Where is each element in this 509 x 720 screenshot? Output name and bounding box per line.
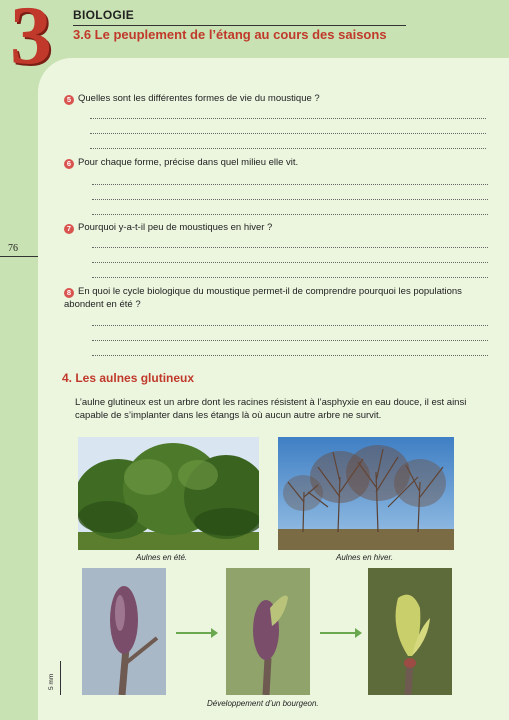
- bud-caption: Développement d’un bourgeon.: [207, 699, 319, 708]
- page-number-rule: [0, 256, 38, 257]
- question-text: Quelles sont les différentes formes de vie du moustique ?: [78, 93, 320, 104]
- chapter-title: 3.6 Le peuplement de l’étang au cours des saisons: [73, 27, 387, 42]
- alders-summer-photo: [78, 437, 259, 550]
- answer-line[interactable]: [92, 184, 488, 185]
- section-paragraph: L’aulne glutineux est un arbre dont les racines résistent à l’asphyxie en eau douce, il est ainsi capable de s’implanter dans les étangs là où aucun autre arbre ne survit.: [75, 397, 467, 421]
- bud-stage-1-photo: [82, 568, 166, 695]
- progress-arrow: [320, 632, 360, 634]
- answer-line[interactable]: [92, 247, 488, 248]
- alders-summer-illustration: [78, 437, 259, 550]
- question-5: [64, 92, 320, 105]
- subject-title: BIOLOGIE: [73, 8, 135, 22]
- question-number-badge: 7: [64, 224, 74, 234]
- question-number-badge: 6: [64, 159, 74, 169]
- section-title: 4. Les aulnes glutineux: [62, 371, 195, 385]
- header-rule: [73, 25, 406, 26]
- scale-label: 5 mm: [48, 673, 55, 690]
- progress-arrow: [176, 632, 216, 634]
- answer-line[interactable]: [90, 148, 486, 149]
- answer-line[interactable]: [92, 262, 488, 263]
- winter-caption: Aulnes en hiver.: [336, 553, 394, 562]
- alders-winter-illustration: [278, 437, 454, 550]
- answer-line[interactable]: [92, 199, 488, 200]
- question-number-badge: 5: [64, 95, 74, 105]
- answer-line[interactable]: [90, 118, 486, 119]
- chapter-number: 3: [10, 0, 52, 82]
- question-text: Pour chaque forme, précise dans quel milieu elle vit.: [78, 157, 299, 168]
- question-6: [64, 156, 298, 169]
- answer-line[interactable]: [90, 133, 486, 134]
- bud-stage-1-illustration: [82, 568, 166, 695]
- answer-line[interactable]: [92, 214, 488, 215]
- question-7: [64, 221, 272, 234]
- question-number-badge: 8: [64, 288, 74, 298]
- answer-line[interactable]: [92, 355, 488, 356]
- question-text: En quoi le cycle biologique du moustique permet-il de comprendre pourquoi les populations abondent en été ?: [64, 286, 462, 310]
- scale-bar: [60, 661, 61, 695]
- alders-winter-photo: [278, 437, 454, 550]
- question-8: [64, 285, 474, 311]
- bud-stage-2-photo: [226, 568, 310, 695]
- page-number: 76: [8, 243, 18, 254]
- question-text: Pourquoi y-a-t-il peu de moustiques en hiver ?: [78, 222, 273, 233]
- answer-line[interactable]: [92, 325, 488, 326]
- answer-line[interactable]: [92, 340, 488, 341]
- bud-stage-3-illustration: [368, 568, 452, 695]
- bud-stage-3-photo: [368, 568, 452, 695]
- bud-stage-2-illustration: [226, 568, 310, 695]
- summer-caption: Aulnes en été.: [136, 553, 188, 562]
- answer-line[interactable]: [92, 277, 488, 278]
